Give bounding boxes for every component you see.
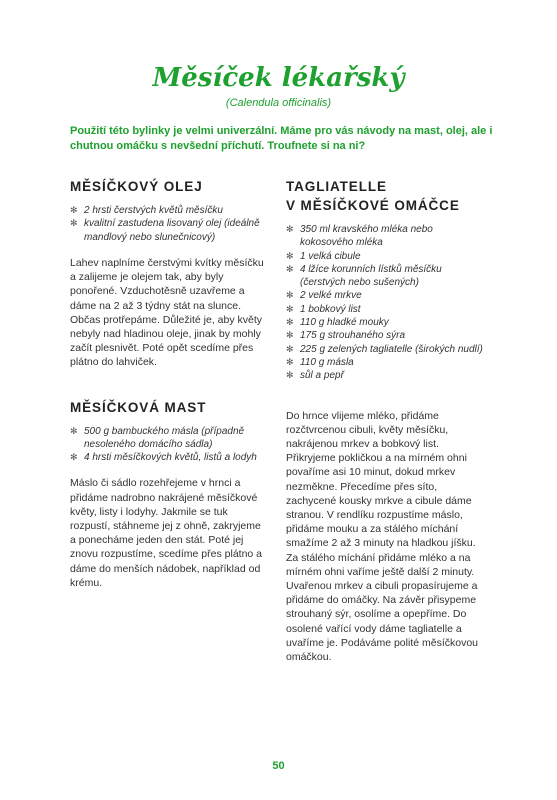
recipe-heading-olej: MĚSÍČKOVÝ OLEJ	[70, 179, 203, 194]
snowflake-bullet-icon: ✻	[286, 290, 294, 301]
ingredient-item: ✻ 1 bobkový list	[286, 303, 361, 315]
snowflake-bullet-icon: ✻	[286, 370, 294, 381]
ingredient-item: ✻ 110 g hladké mouky	[286, 317, 389, 329]
instructions-omacka: Do hrnce vlijeme mléko, přidáme rozčtvrcenou cibuli, květy měsíčku, nakrájenou mrkev a bobkový list. Přikryjeme pokličkou a na mírném ohni povaříme asi 10 minut, dokud mrkev nezměkne. Přecedíme přes síto, zachycené kousky mrkve a cibule dáme stranou. V rendlíku rozpustíme máslo, přidáme mouku a za stálého míchání smažíme 2 až 3 minuty na hladkou jíšku. Za stálého míchání přidáme mléko a na mírném ohni vaříme ještě další 2 minuty. Uvařenou mrkev a cibuli propasírujeme a přidáme do omáčky. Na závěr přisypeme strouhaný sýr, osolíme a opepříme. Do osolené vařící vody dáme tagliatelle a uvaříme je. Podáváme polité měsíčkovou omáčkou.	[286, 409, 479, 664]
ingredient-list-olej	[70, 204, 268, 244]
ingredient-item: ✻ 500 g bambuckého másla (případně nesoleného domácího sádla)	[70, 425, 245, 450]
recipe-heading-mast: MĚSÍČKOVÁ MAST	[70, 399, 207, 415]
snowflake-bullet-icon: ✻	[286, 317, 294, 328]
ingredient-item: ✻ 110 g másla	[286, 356, 354, 368]
ingredient-item: ✻ sůl a pepř	[286, 370, 344, 382]
ingredient-item: ✻ kvalitní zastudena lisovaný olej (ideálně mandlový nebo slunečnicový)	[70, 218, 260, 243]
recipe-heading-omacka-line2: V MĚSÍČKOVÉ OMÁČCE	[286, 198, 460, 213]
right-column	[286, 177, 484, 664]
snowflake-bullet-icon: ✻	[286, 330, 294, 341]
ingredient-item: ✻ 225 g zelených tagliatelle (širokých nudlí)	[286, 343, 483, 355]
snowflake-bullet-icon: ✻	[286, 263, 294, 274]
snowflake-bullet-icon: ✻	[286, 250, 294, 261]
instructions-mast: Máslo či sádlo rozehřejeme v hrnci a přidáme nadrobno nakrájené měsíčkové květy, listy i lodyhy. Jakmile se tuk rozpustí, stáhneme jej z ohně, zakryjeme a ponecháme jeden den stát. Poté jej znovu rozpustíme, scedíme přes plátno a dáme do menších nádobek, například od krému.	[70, 477, 263, 589]
snowflake-bullet-icon: ✻	[286, 303, 294, 314]
ingredient-item: ✻ 175 g strouhaného sýra	[286, 330, 406, 342]
ingredient-item: ✻ 4 hrsti měsíčkových květů, listů a lodyh	[70, 452, 257, 464]
recipe-heading-omacka-line1: TAGLIATELLE	[286, 179, 387, 194]
snowflake-bullet-icon: ✻	[70, 205, 78, 215]
snowflake-bullet-icon: ✻	[70, 425, 78, 436]
latin-name: (Calendula officinalis)	[225, 97, 332, 109]
ingredient-item: ✻ 1 velká cibule	[286, 250, 361, 262]
snowflake-bullet-icon: ✻	[286, 356, 294, 367]
ingredient-item: ✻ 2 hrsti čerstvých květů měsíčku	[70, 205, 223, 216]
ingredient-item: ✻ 350 ml kravského mléka nebo kokosového mléka	[286, 224, 433, 249]
ingredient-item: ✻ 2 velké mrkve	[286, 290, 362, 302]
ingredient-list-omacka	[286, 223, 484, 383]
snowflake-bullet-icon: ✻	[70, 218, 78, 229]
intro-text: Použití této bylinky je velmi univerzální. Máme pro vás návody na mast, olej, ale i chutnou omáčku s nevšední příchutí. Troufnete si na ni?	[70, 125, 493, 152]
snowflake-bullet-icon: ✻	[70, 452, 78, 463]
page-number: 50	[272, 760, 285, 772]
instructions-olej: Lahev naplníme čerstvými kvítky měsíčku a zalijeme je olejem tak, aby byly ponořené. Vzduchotěsně uzavřeme a dáme na 2 až 3 týdny stát na slunce. Občas protřepáme. Důležité je, aby květy nebyly nad hladinou oleje, jinak by mohly začít plesnivět. Poté opět scedíme přes plátno do lahviček.	[70, 256, 264, 369]
snowflake-bullet-icon: ✻	[286, 343, 294, 354]
ingredient-item: ✻ 4 lžíce korunních lístků měsíčku (čerstvých nebo sušených)	[286, 263, 442, 289]
left-column	[70, 177, 268, 590]
ingredient-list-mast	[70, 425, 268, 465]
snowflake-bullet-icon: ✻	[286, 224, 294, 234]
recipe-heading-omacka	[286, 177, 484, 215]
page-title: Měsíček lékařský	[152, 63, 405, 93]
